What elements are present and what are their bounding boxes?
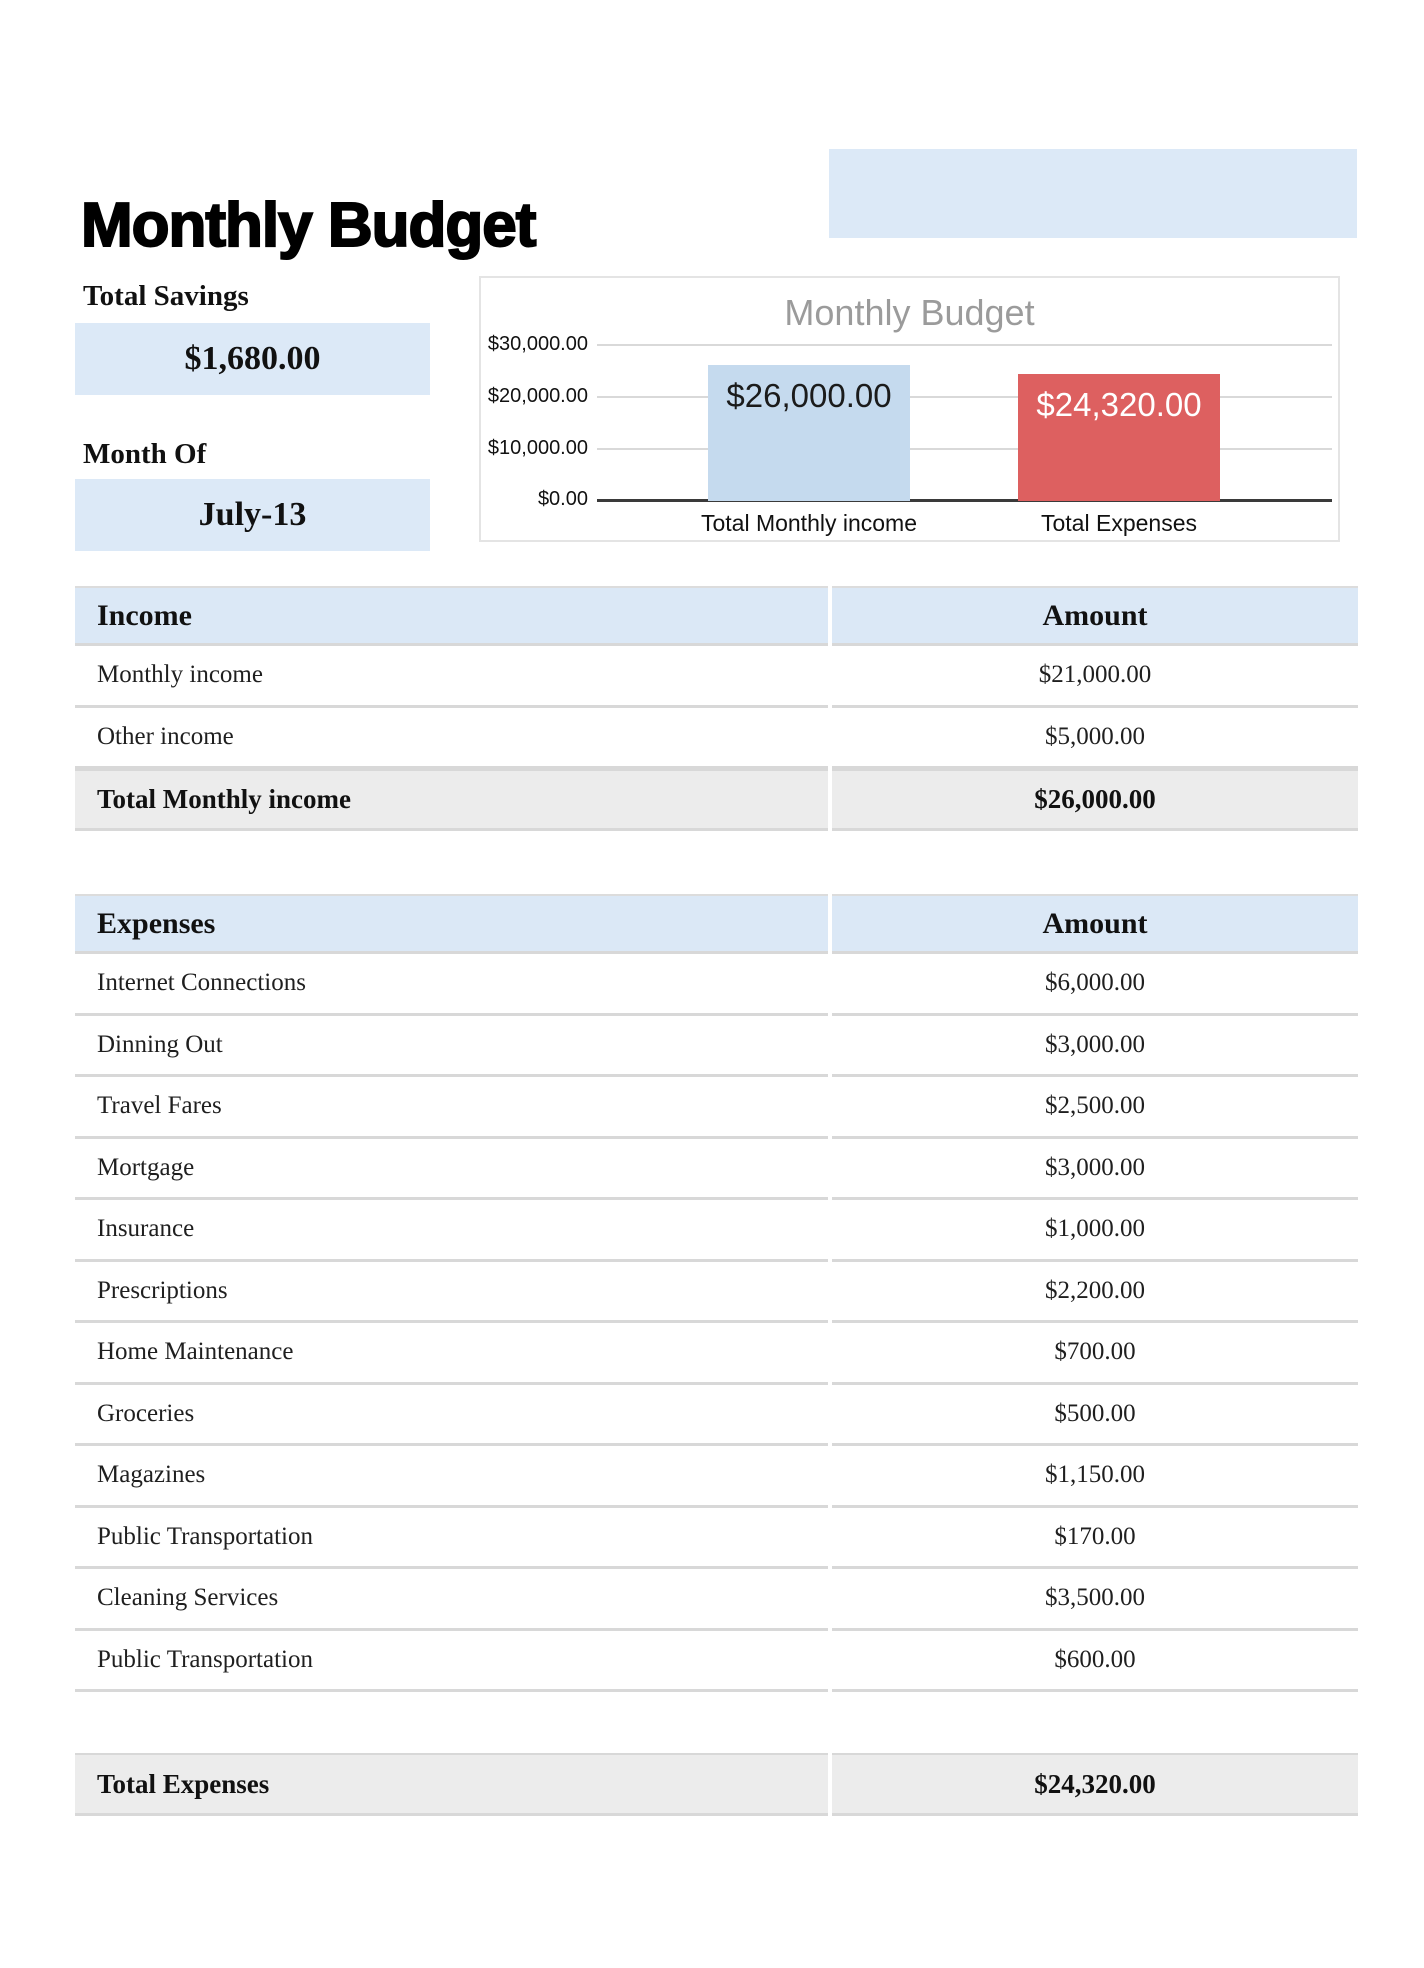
row-label[interactable]: Home Maintenance [75,1323,828,1385]
total-savings-value-box[interactable]: $1,680.00 [75,323,430,395]
y-axis-tick-label: $20,000.00 [487,385,588,407]
row-label[interactable]: Monthly income [75,646,828,708]
income-table [75,586,1358,831]
header-accent-bar [829,149,1357,238]
row-label[interactable]: Groceries [75,1385,828,1447]
row-label[interactable]: Mortgage [75,1139,828,1201]
row-amount[interactable]: $3,000.00 [832,1139,1358,1201]
table-row [75,708,1358,770]
total-expenses-table [75,1753,1358,1816]
row-label[interactable]: Travel Fares [75,1077,828,1139]
row-amount[interactable]: $1,150.00 [832,1446,1358,1508]
row-amount[interactable]: $2,200.00 [832,1262,1358,1324]
page-title: Monthly Budget [81,191,536,260]
bar-total-expenses [1018,374,1220,501]
row-amount[interactable]: $170.00 [832,1508,1358,1570]
table-row [75,1323,1358,1385]
expenses-header-amount: Amount [832,894,1358,954]
row-amount[interactable]: $2,500.00 [832,1077,1358,1139]
row-label[interactable]: Dinning Out [75,1016,828,1078]
income-header-row [75,586,1358,646]
table-row [75,1262,1358,1324]
y-axis-tick-label: $0.00 [537,488,588,510]
expenses-total-row [75,1753,1358,1816]
total-expenses-label: Total Expenses [75,1753,828,1816]
bar-value-label: $24,320.00 [1036,385,1202,423]
income-header-label: Income [75,586,828,646]
table-row [75,1508,1358,1570]
row-label[interactable]: Public Transportation [75,1631,828,1693]
table-row [75,1569,1358,1631]
row-amount[interactable]: $500.00 [832,1385,1358,1447]
income-total-row [75,769,1358,831]
table-row [75,954,1358,1016]
row-label[interactable]: Magazines [75,1446,828,1508]
x-axis-label-expenses: Total Expenses [1041,510,1197,536]
chart-title: Monthly Budget [784,292,1035,333]
table-row [75,1200,1358,1262]
expenses-table [75,894,1358,1692]
expenses-header-label: Expenses [75,894,828,954]
row-amount[interactable]: $5,000.00 [832,708,1358,770]
table-row [75,1631,1358,1693]
bar-total-monthly-income [708,365,910,501]
table-row [75,1016,1358,1078]
row-label[interactable]: Cleaning Services [75,1569,828,1631]
y-axis-tick-label: $30,000.00 [487,333,588,355]
row-amount[interactable]: $1,000.00 [832,1200,1358,1262]
table-row [75,1385,1358,1447]
x-axis-label-income: Total Monthly income [700,510,918,536]
row-amount[interactable]: $3,000.00 [832,1016,1358,1078]
row-label[interactable]: Other income [75,708,828,770]
month-of-label: Month Of [83,438,207,470]
total-monthly-income-amount[interactable]: $26,000.00 [832,769,1358,831]
table-row [75,1446,1358,1508]
row-label[interactable]: Prescriptions [75,1262,828,1324]
row-label[interactable]: Insurance [75,1200,828,1262]
bar-value-label: $26,000.00 [726,376,892,414]
total-monthly-income-label: Total Monthly income [75,769,828,831]
table-row [75,646,1358,708]
total-savings-label: Total Savings [83,280,249,312]
table-row [75,1077,1358,1139]
row-amount[interactable]: $3,500.00 [832,1569,1358,1631]
row-label[interactable]: Public Transportation [75,1508,828,1570]
total-expenses-amount[interactable]: $24,320.00 [832,1753,1358,1816]
row-amount[interactable]: $600.00 [832,1631,1358,1693]
month-of-value-box[interactable]: July-13 [75,479,430,551]
row-label[interactable]: Internet Connections [75,954,828,1016]
row-amount[interactable]: $700.00 [832,1323,1358,1385]
budget-chart[interactable] [479,276,1340,542]
row-amount[interactable]: $21,000.00 [832,646,1358,708]
income-header-amount: Amount [832,586,1358,646]
table-row [75,1139,1358,1201]
row-amount[interactable]: $6,000.00 [832,954,1358,1016]
y-axis-tick-label: $10,000.00 [487,437,588,459]
expenses-header-row [75,894,1358,954]
gridline-30000 [597,344,1332,346]
